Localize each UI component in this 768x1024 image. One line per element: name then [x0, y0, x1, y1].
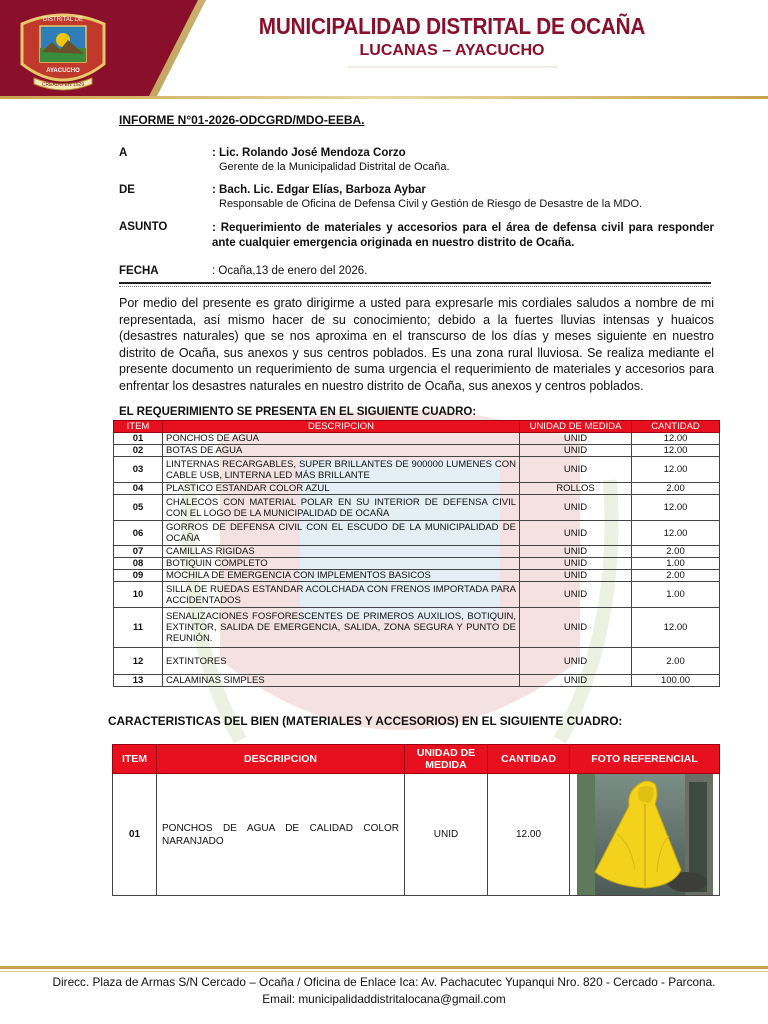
municipal-seal-logo	[12, 4, 114, 92]
cell-unit: UNID	[520, 648, 632, 675]
cell-item: 02	[114, 445, 163, 457]
cell-item: 09	[114, 570, 163, 582]
cell-unit: UNID	[520, 521, 632, 546]
date-text: : Ocaña,13 de enero del 2026.	[212, 265, 368, 277]
cell-item: 03	[114, 457, 163, 483]
table-row	[114, 570, 720, 582]
cell-description: MOCHILA DE EMERGENCIA CON IMPLEMENTOS BASICOS	[163, 570, 520, 582]
cell-photo	[570, 774, 720, 896]
col-header-item: ITEM	[113, 745, 157, 774]
cell-unit: UNID	[520, 570, 632, 582]
page-subtitle: LUCANAS – AYACUCHO	[359, 42, 545, 59]
to-label: A	[119, 147, 128, 159]
cell-quantity: 12.00	[632, 495, 720, 521]
table-row	[114, 433, 720, 445]
cell-item: 05	[114, 495, 163, 521]
subject-label: ASUNTO	[119, 221, 168, 233]
cell-description: BOTIQUIN COMPLETO	[163, 558, 520, 570]
requirements-table	[113, 420, 720, 687]
cell-unit: UNID	[520, 582, 632, 608]
cell-quantity: 12.00	[632, 457, 720, 483]
cell-description: SENALIZACIONES FOSFORESCENTES DE PRIMEROS AUXILIOS, BOTIQUIN, EXTINTOR, SALIDA DE EMERGENCIA, SALIDA, ZONA SEGURA Y PUNTO DE REUNIÓN.	[163, 608, 520, 648]
cell-quantity: 12.00	[632, 608, 720, 648]
cell-item: 04	[114, 483, 163, 495]
col-header-photo: FOTO REFERENCIAL	[570, 745, 720, 774]
table-row	[114, 675, 720, 687]
col-header-description: DESCRIPCION	[163, 421, 520, 433]
cell-unit: UNID	[520, 457, 632, 483]
footer-divider-thin	[0, 971, 768, 972]
yellow-rain-poncho-photo	[577, 774, 713, 895]
cell-quantity: 2.00	[632, 483, 720, 495]
header-underline	[348, 66, 558, 68]
cell-quantity: 2.00	[632, 570, 720, 582]
table-row	[114, 608, 720, 648]
seal-top-text: DISTRITAL DE	[42, 17, 84, 23]
to-role: Gerente de la Municipalidad Distrital de Ocaña.	[219, 161, 450, 173]
cell-item: 08	[114, 558, 163, 570]
cell-quantity: 1.00	[632, 582, 720, 608]
subject-text: : Requerimiento de materiales y accesorios para el área de defensa civil para responder ante cualquier emergencia originada en nuestro distrito de Ocaña.	[212, 222, 714, 249]
cell-description: SILLA DE RUEDAS ESTANDAR ACOLCHADA CON FRENOS IMPORTADA PARA ACCIDENTADOS	[163, 582, 520, 608]
page-title: MUNICIPALIDAD DISTRITAL DE OCAÑA	[258, 13, 646, 39]
cell-item: 07	[114, 546, 163, 558]
table-row	[114, 483, 720, 495]
cell-unit: UNID	[405, 774, 488, 896]
cell-item: 11	[114, 608, 163, 648]
col-header-item: ITEM	[114, 421, 163, 433]
cell-item: 01	[113, 774, 157, 896]
date-label: FECHA	[119, 265, 159, 277]
table-row	[113, 774, 720, 896]
cell-description: CALAMINAS SIMPLES	[163, 675, 520, 687]
table-header-row	[114, 421, 720, 433]
cell-unit: UNID	[520, 445, 632, 457]
cell-unit: UNID	[520, 495, 632, 521]
cell-description: CAMILLAS RIGIDAS	[163, 546, 520, 558]
table-row	[114, 546, 720, 558]
cell-item: 01	[114, 433, 163, 445]
seal-ribbon-text: CREADO EN 1929	[41, 82, 85, 88]
table-row	[114, 457, 720, 483]
cell-quantity: 2.00	[632, 546, 720, 558]
cell-quantity: 12.00	[632, 445, 720, 457]
cell-description: BOTAS DE AGUA	[163, 445, 520, 457]
col-header-description: DESCRIPCION	[157, 745, 405, 774]
col-header-unit: UNIDAD DE MEDIDA	[405, 745, 488, 774]
cell-quantity: 1.00	[632, 558, 720, 570]
body-paragraph: Por medio del presente es grato dirigirme a usted para expresarle mis cordiales saludos a nombre de mi representada, así mismo hacer de su conocimiento; debido a la fuertes lluvias intensas y huaicos (desastres naturales) que se nos aproxima en el transcurso de los días y meses siguiente en nuestro distrito de Ocaña, sus anexos y sus centros poblados. Es una zona rural lluviosa. Se realiza mediante el presente documento un requerimiento de suma urgencia el requerimiento de materiales y accesorios para enfrentar los desastres naturales en nuestro distrito de Ocaña, sus anexos y centros poblados.	[119, 296, 714, 393]
table-header-row	[113, 745, 720, 774]
col-header-quantity: CANTIDAD	[632, 421, 720, 433]
from-block	[212, 184, 714, 210]
cell-quantity: 12.00	[632, 433, 720, 445]
cell-unit: UNID	[520, 675, 632, 687]
cell-description: GORROS DE DEFENSA CIVIL CON EL ESCUDO DE LA MUNICIPALIDAD DE OCAÑA	[163, 521, 520, 546]
cell-description: CHALECOS CON MATERIAL POLAR EN SU INTERIOR DE DEFENSA CIVIL CON EL LOGO DE LA MUNICIPALIDAD DE OCAÑA	[163, 495, 520, 521]
cell-item: 06	[114, 521, 163, 546]
cell-description: PLASTICO ESTANDAR COLOR AZUL	[163, 483, 520, 495]
cell-unit: UNID	[520, 433, 632, 445]
header-divider	[0, 96, 768, 99]
table-row	[114, 521, 720, 546]
table-row	[114, 495, 720, 521]
dotted-divider	[119, 286, 711, 287]
table-row	[114, 558, 720, 570]
cell-item: 13	[114, 675, 163, 687]
cell-quantity: 100.00	[632, 675, 720, 687]
cell-unit: ROLLOS	[520, 483, 632, 495]
cell-description: PONCHOS DE AGUA DE CALIDAD COLOR NARANJADO	[157, 774, 405, 896]
cell-description: LINTERNAS RECARGABLES, SUPER BRILLANTES DE 900000 LUMENES CON CABLE USB, LINTERNA LED MÁS BRILLANTE	[163, 457, 520, 483]
requirements-caption: EL REQUERIMIENTO SE PRESENTA EN EL SIGUIENTE CUADRO:	[119, 406, 477, 418]
to-name: : Lic. Rolando José Mendoza Corzo	[212, 147, 406, 159]
to-block	[212, 147, 714, 173]
seal-bottom-text: AYACUCHO	[46, 68, 80, 74]
table-row	[114, 648, 720, 675]
date-divider	[119, 282, 711, 284]
from-name: : Bach. Lic. Edgar Elías, Barboza Aybar	[212, 184, 426, 196]
cell-unit: UNID	[520, 546, 632, 558]
table-row	[114, 445, 720, 457]
col-header-quantity: CANTIDAD	[488, 745, 570, 774]
from-role: Responsable de Oficina de Defensa Civil y Gestión de Riesgo de Desastre de la MDO.	[219, 198, 643, 210]
table-row	[114, 582, 720, 608]
from-label: DE	[119, 184, 135, 196]
footer-divider	[0, 966, 768, 969]
cell-quantity: 12.00	[488, 774, 570, 896]
cell-unit: UNID	[520, 558, 632, 570]
cell-unit: UNID	[520, 608, 632, 648]
cell-item: 10	[114, 582, 163, 608]
characteristics-table	[112, 744, 720, 896]
characteristics-caption: CARACTERISTICAS DEL BIEN (MATERIALES Y ACCESORIOS) EN EL SIGUIENTE CUADRO:	[108, 714, 623, 728]
cell-item: 12	[114, 648, 163, 675]
col-header-unit: UNIDAD DE MEDIDA	[520, 421, 632, 433]
cell-quantity: 2.00	[632, 648, 720, 675]
footer-address: Direcc. Plaza de Armas S/N Cercado – Ocaña / Oficina de Enlace Ica: Av. Pachacutec Yupanqui Nro. 820 - Cercado - Parcona.	[52, 975, 716, 989]
cell-quantity: 12.00	[632, 521, 720, 546]
cell-description: EXTINTORES	[163, 648, 520, 675]
footer-email: Email: municipalidaddistritalocana@gmail.com	[262, 992, 506, 1006]
cell-description: PONCHOS DE AGUA	[163, 433, 520, 445]
report-number: INFORME N°01-2026-ODCGRD/MDO-EEBA.	[119, 113, 365, 127]
